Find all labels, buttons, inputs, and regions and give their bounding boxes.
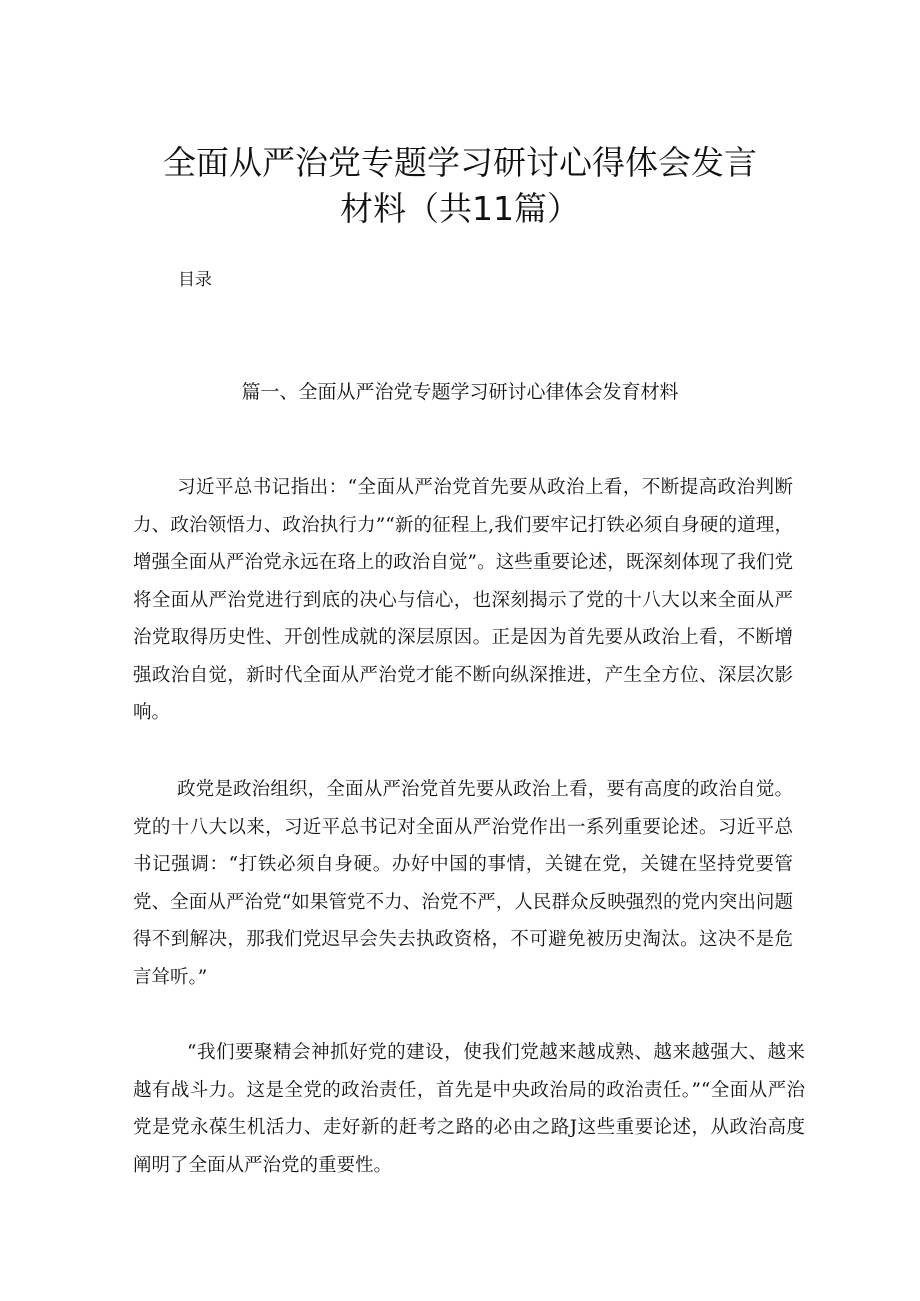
section-heading: 篇一、全面从严治党专题学习研讨心律体会发育材料 (241, 381, 679, 403)
document-title-line-2: 材料（共11篇） (340, 189, 580, 228)
document-title-line-1: 全面从严治党专题学习研讨心得体会发言 (163, 143, 757, 182)
toc-label: 目录 (178, 270, 212, 290)
document-title (0, 140, 920, 232)
body-paragraph-3: “我们要聚精会神抓好党的建设，使我们党越来越成熟、越来越强大、越来越有战斗力。这是全党的政治责任，首先是中央政治局的政治责任。”“全面从严治党是党永葆生机活力、走好新的赶考之路的必由之路J这些重要论述，从政治高度阐明了全面从严治党的重要性。 (133, 1042, 805, 1176)
body-paragraph-2: 政党是政治组织，全面从严治党首先要从政治上看，要有高度的政治自觉。党的十八大以来，习近平总书记对全面从严治党作出一系列重要论述。习近平总书记强调：“打铁必须自身硬。办好中国的事情，关键在党，关键在坚持党要管党、全面从严治党“如果管党不力、治党不严，人民群众反映强烈的党内突出问题得不到解决，那我们党迟早会失去执政资格，不可避免被历史淘汰。这决不是危言耸听。” (133, 779, 793, 988)
body-paragraph-1: 习近平总书记指出：“全面从严治党首先要从政治上看，不断提高政治判断力、政治领悟力、政治执行力”“新的征程上,我们要牢记打铁必须自身硬的道理，增强全面从严治党永远在珞上的政治自觉”。这些重要论述，既深刻体现了我们党将全面从严治党进行到底的决心与信心，也深刻揭示了党的十八大以来全面从严治党取得历史性、开创性成就的深层原因。正是因为首先要从政治上看，不断增强政治自觉，新时代全面从严治党才能不断向纵深推进，产生全方位、深层次影响。 (133, 477, 793, 723)
